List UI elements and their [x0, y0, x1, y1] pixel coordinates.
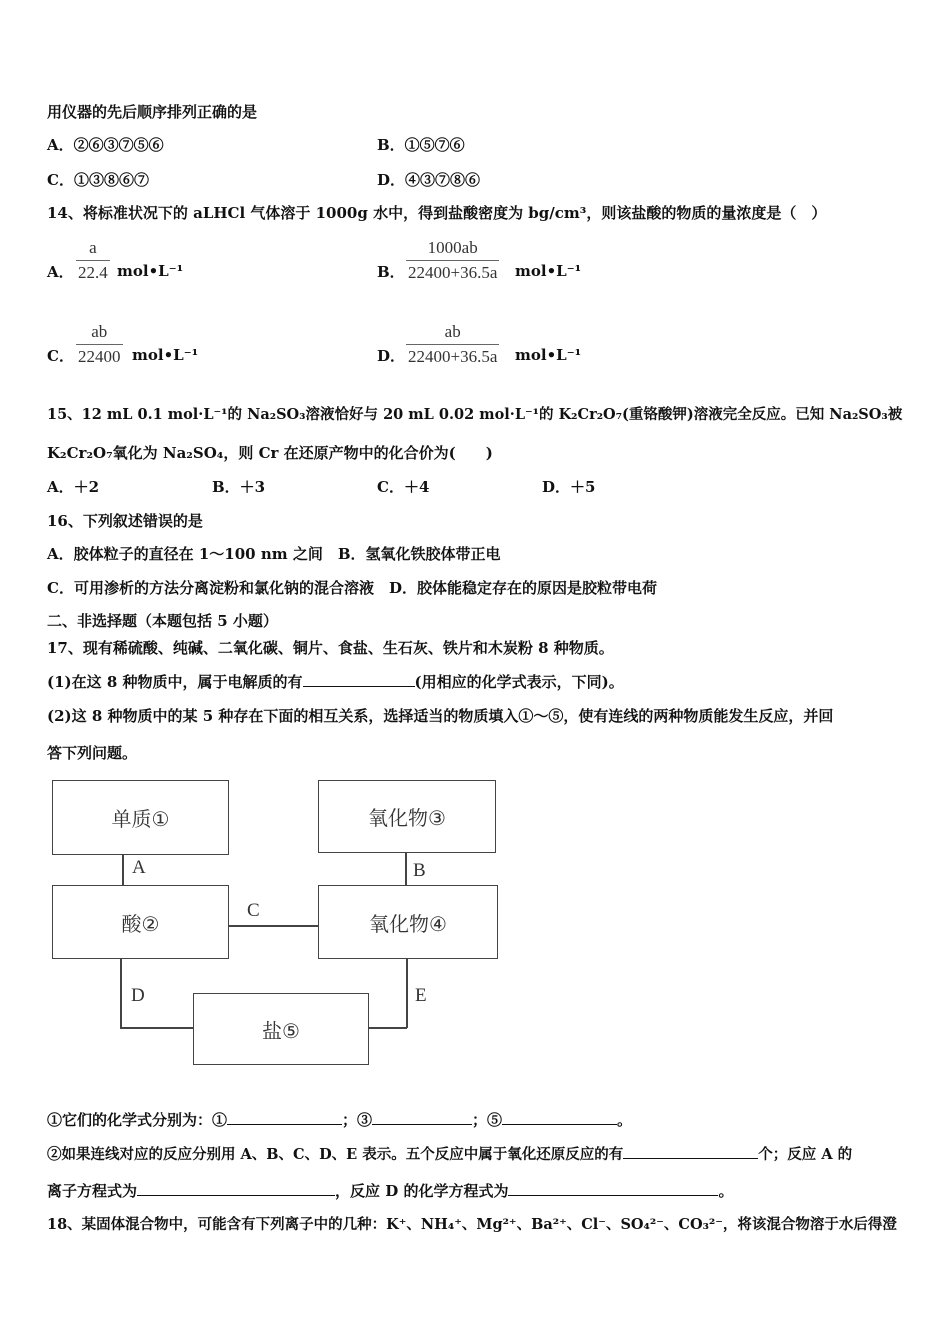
line-d-vertical [120, 958, 122, 1028]
q13-option-c: C．①③⑧⑥⑦ [47, 171, 149, 189]
q14-unit: mol•L⁻¹ [117, 262, 184, 280]
q16-options-cd: C．可用渗析的方法分离淀粉和氯化钠的混合溶液 D．胶体能稳定存在的原因是胶粒带电荷 [47, 579, 657, 597]
q17-part2-cont: 答下列问题。 [47, 744, 138, 762]
line-b [405, 852, 407, 886]
section-heading: 二、非选择题（本题包括 5 小题） [47, 612, 278, 630]
q17-sub3 [47, 1181, 734, 1201]
q16-options-ab: A．胶体粒子的直径在 1～100 nm 之间 B．氢氧化铁胶体带正电 [47, 545, 501, 563]
answer-blank [227, 1110, 342, 1125]
text: ②如果连线对应的反应分别用 A、B、C、D、E 表示。五个反应中属于氧化还原反应的有 [47, 1146, 624, 1163]
q17-part2: (2)这 8 种物质中的某 5 种存在下面的相互关系，选择适当的物质填入①～⑤，使有连线的两种物质能发生反应，并回 [47, 707, 834, 725]
q17-stem: 17、现有稀硫酸、纯碱、二氧化碳、铜片、食盐、生石灰、铁片和木炭粉 8 种物质。 [47, 639, 614, 657]
label-e: E [415, 985, 427, 1006]
text: 个；反应 A 的 [758, 1146, 853, 1163]
q14-option-a-label: A． [47, 263, 74, 281]
line-d-horizontal [120, 1027, 194, 1029]
text: ；⑤ [472, 1111, 503, 1129]
q14-stem: 14、将标准状况下的 aLHCl 气体溶于 1000g 水中，得到盐酸密度为 bg/cm³，则该盐酸的物质的量浓度是（ ） [47, 204, 827, 222]
numerator: a [89, 238, 97, 257]
answer-blank [502, 1110, 617, 1125]
denominator: 22400+36.5a [406, 344, 499, 367]
answer-blank [508, 1181, 718, 1196]
denominator: 22.4 [76, 260, 110, 283]
q14-option-c-fraction [76, 322, 123, 367]
q14-option-d-fraction [406, 322, 499, 367]
text: 。 [617, 1111, 633, 1129]
box-oxide-3: 氧化物③ [318, 780, 496, 853]
line-c [228, 925, 319, 927]
q14-option-b-label: B． [377, 263, 405, 281]
q16-stem: 16、下列叙述错误的是 [47, 512, 203, 530]
q15-option-d: D．＋5 [542, 478, 596, 496]
answer-blank [372, 1110, 472, 1125]
numerator: 1000ab [427, 238, 478, 257]
text: ，反应 D 的化学方程式为 [335, 1182, 509, 1200]
q13-option-a: A．②⑥③⑦⑤⑥ [47, 136, 164, 154]
q15-option-c: C．＋4 [377, 478, 430, 496]
numerator: ab [444, 322, 461, 341]
q14-unit: mol•L⁻¹ [515, 262, 582, 280]
answer-blank [623, 1144, 758, 1159]
text: ①它们的化学式分别为：① [47, 1111, 228, 1129]
q17-part1 [47, 672, 624, 692]
q15-option-b: B．＋3 [212, 478, 266, 496]
box-acid-2: 酸② [52, 885, 229, 959]
q14-option-c-label: C． [47, 347, 74, 365]
label-d: D [131, 985, 145, 1006]
text: (1)在这 8 种物质中，属于电解质的有 [47, 673, 303, 691]
q13-stem: 用仪器的先后顺序排列正确的是 [47, 103, 258, 121]
label-c: C [247, 900, 260, 921]
q17-sub1 [47, 1110, 632, 1130]
text: 离子方程式为 [47, 1182, 138, 1200]
denominator: 22400 [76, 344, 123, 367]
q15-line1: 15、12 mL 0.1 mol·L⁻¹的 Na₂SO₃溶液恰好与 20 mL 0.02 mol·L⁻¹的 K₂Cr₂O₇(重铬酸钾)溶液完全反应。已知 Na₂SO₃被 [47, 406, 903, 423]
q14-option-b-fraction [406, 238, 499, 283]
q14-option-a-fraction [76, 238, 110, 283]
text: (用相应的化学式表示，下同)。 [414, 673, 624, 691]
text: 。 [718, 1182, 734, 1200]
q15-line2: K₂Cr₂O₇氧化为 Na₂SO₄，则 Cr 在还原产物中的化合价为( ) [47, 444, 493, 462]
line-a [122, 854, 124, 886]
q14-unit: mol•L⁻¹ [515, 346, 582, 364]
text: ；③ [342, 1111, 373, 1129]
q18-stem: 18、某固体混合物中，可能含有下列离子中的几种：K⁺、NH₄⁺、Mg²⁺、Ba²⁺、Cl⁻、SO₄²⁻、CO₃²⁻，将该混合物溶于水后得澄 [47, 1216, 897, 1233]
q13-option-b: B．①⑤⑦⑥ [377, 136, 465, 154]
denominator: 22400+36.5a [406, 260, 499, 283]
numerator: ab [91, 322, 108, 341]
line-e-horizontal [368, 1027, 407, 1029]
line-e-vertical [406, 958, 408, 1028]
q17-sub2 [47, 1144, 852, 1165]
answer-blank [137, 1181, 335, 1196]
answer-blank [303, 672, 415, 687]
q14-unit: mol•L⁻¹ [132, 346, 199, 364]
box-salt-5: 盐⑤ [193, 993, 369, 1065]
q13-option-d: D．④③⑦⑧⑥ [377, 171, 481, 189]
q15-option-a: A．＋2 [47, 478, 100, 496]
label-b: B [413, 860, 426, 881]
q14-option-d-label: D． [377, 347, 406, 365]
box-element-1: 单质① [52, 780, 229, 855]
box-oxide-4: 氧化物④ [318, 885, 498, 959]
label-a: A [132, 857, 146, 878]
